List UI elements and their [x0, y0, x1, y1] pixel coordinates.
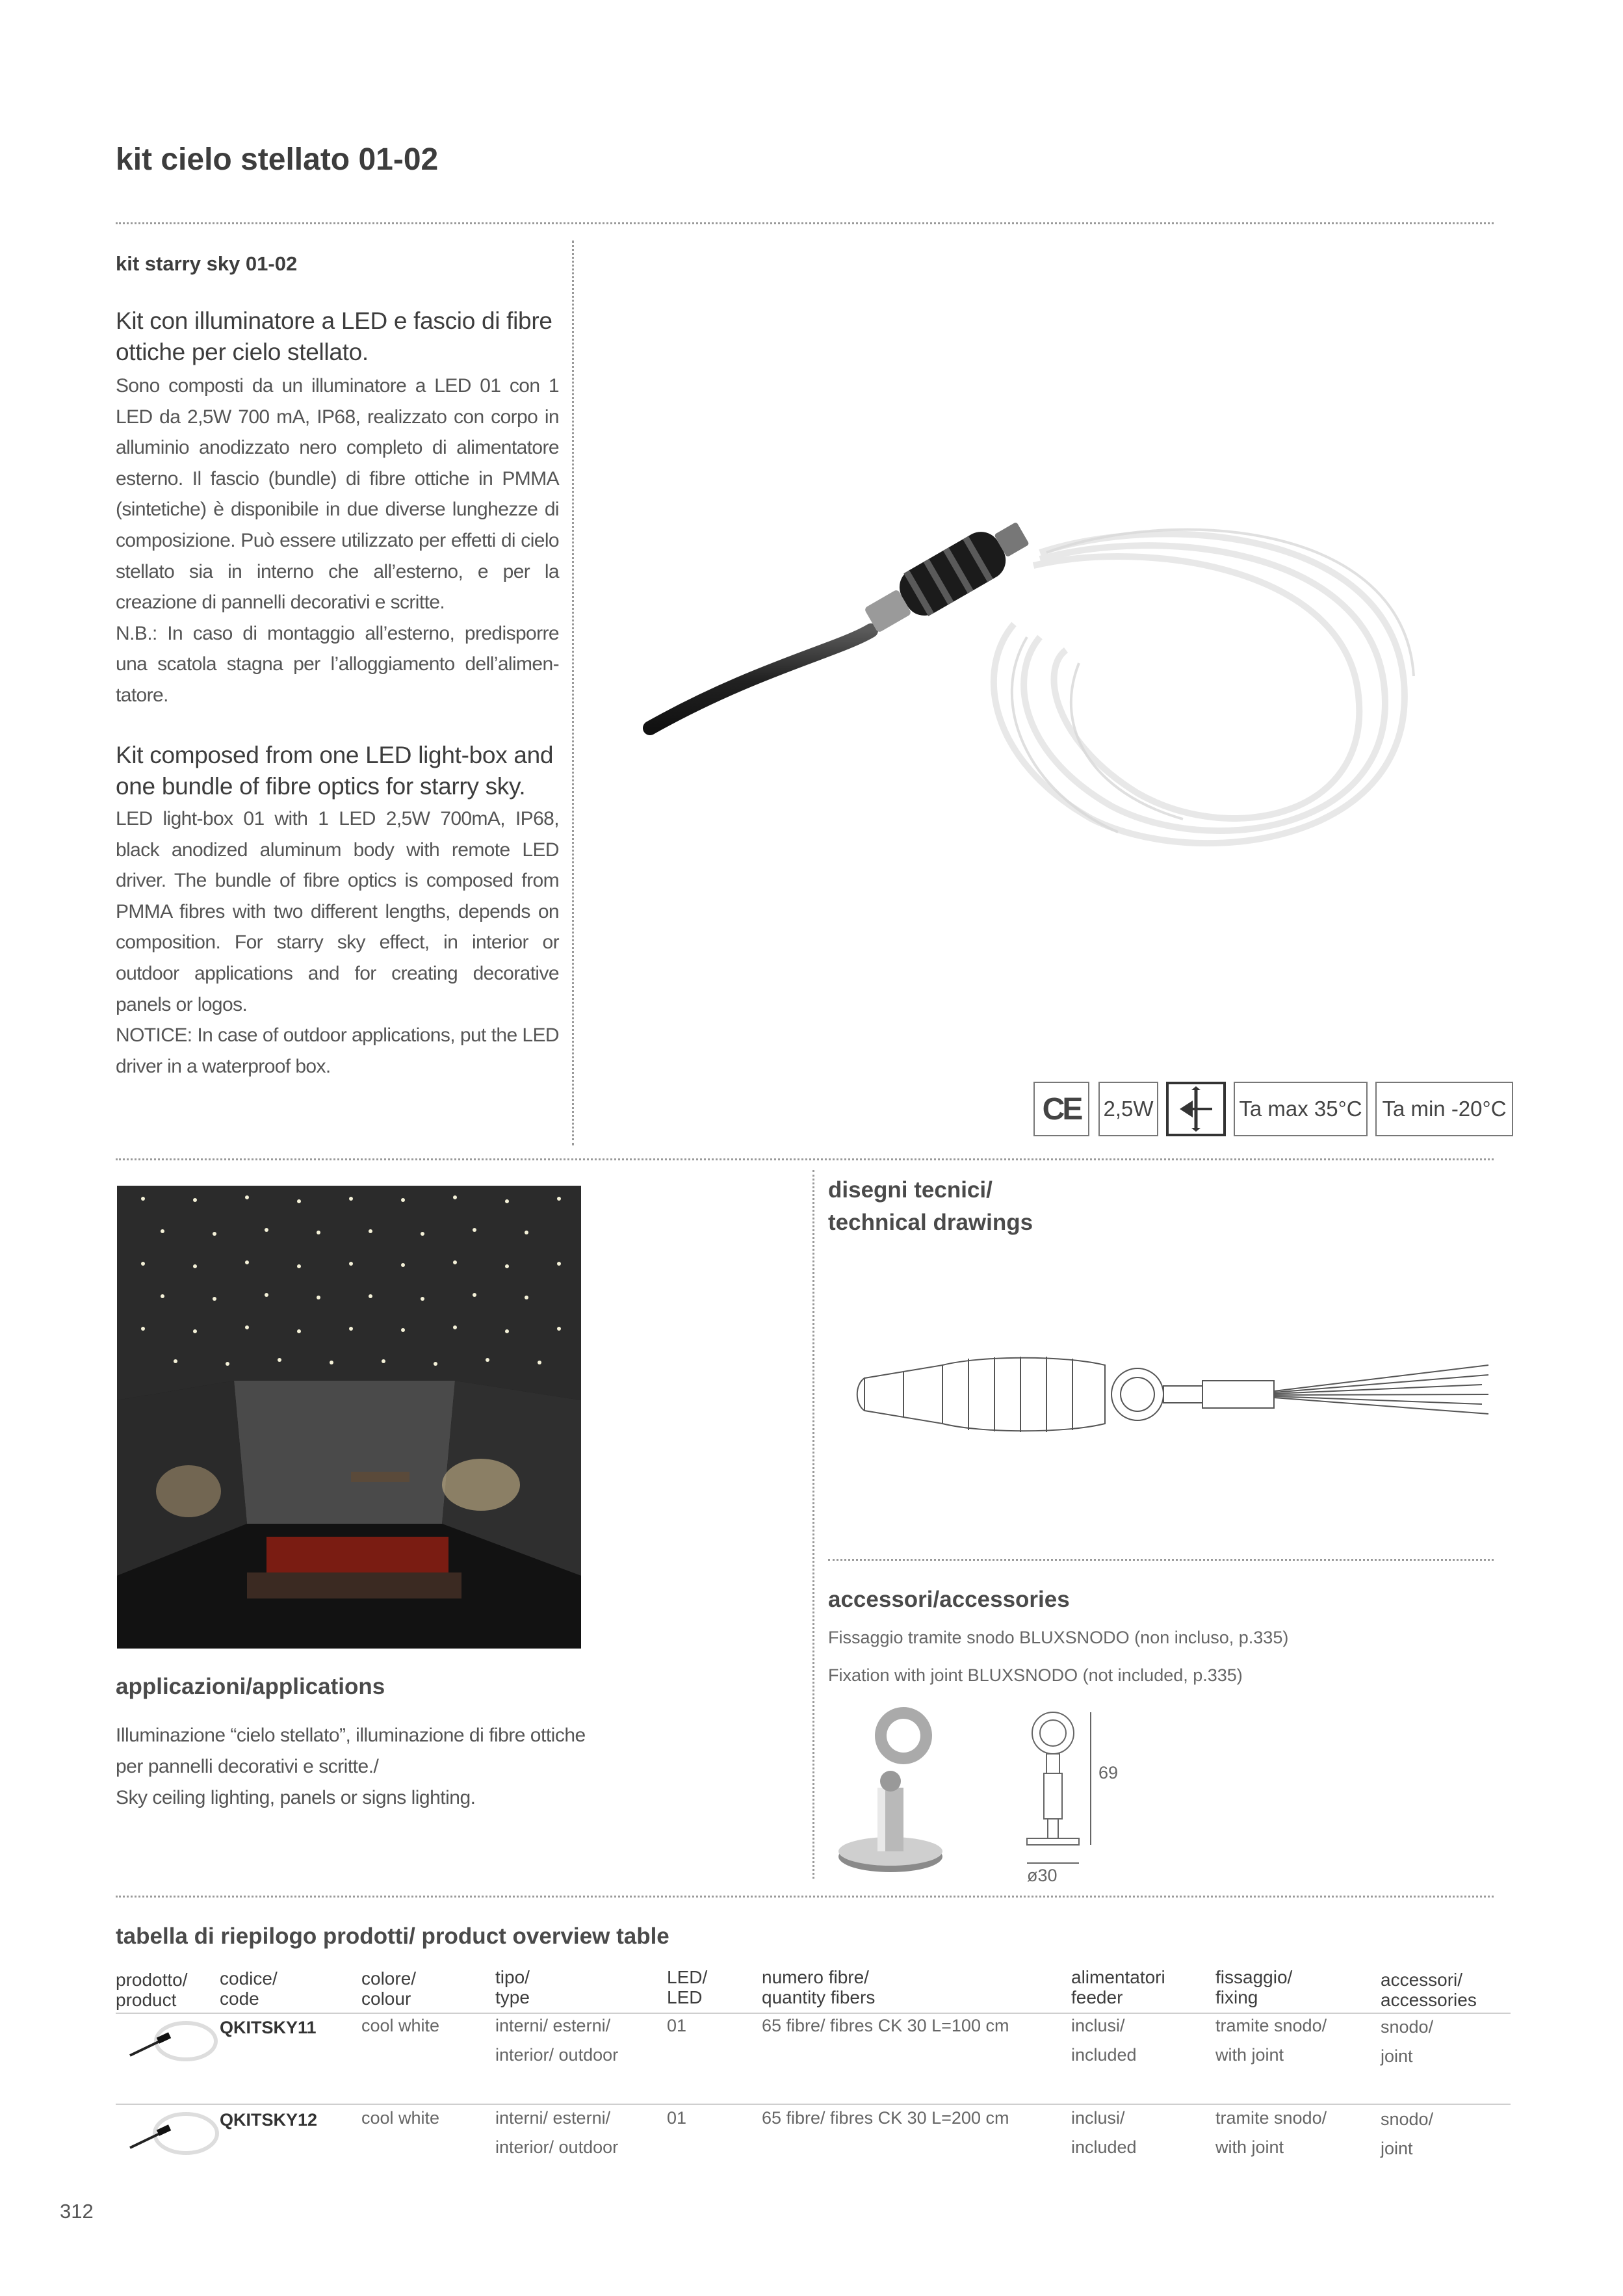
technical-drawing: [851, 1339, 1495, 1450]
divider: [116, 222, 1494, 224]
intro-it-heading: [116, 306, 564, 368]
power-value: 2,5W: [1103, 1097, 1154, 1121]
cable: [650, 631, 871, 728]
divider: [828, 1559, 1494, 1561]
page-number: 312: [60, 2200, 94, 2223]
row-led: 01: [667, 2016, 687, 2035]
intro-it-body: [116, 371, 559, 711]
applications-text: [116, 1720, 586, 1814]
divider: [116, 1896, 1494, 1898]
row-fixing: tramite snodo/ with joint: [1215, 2016, 1327, 2065]
col-header-accessories: accessori/ accessories: [1381, 1970, 1477, 2010]
technical-heading-line: technical drawings: [828, 1210, 1033, 1235]
row-type: interni/ esterni/ interior/ outdoor: [495, 2108, 619, 2157]
row-colour: cool white: [361, 2108, 440, 2128]
col-header-feeder: alimentatori feeder: [1071, 1967, 1165, 2007]
intro-en-note: NOTICE: In case of outdoor applications, put the LED driver in a waterproof box.: [116, 1024, 559, 1077]
column-divider: [812, 1170, 814, 1879]
row-colour: cool white: [361, 2016, 440, 2035]
ta-min-badge: [1375, 1082, 1513, 1136]
intro-en-body: [116, 803, 559, 1082]
led-lightbox: [859, 512, 1035, 642]
page-subtitle: kit starry sky 01-02: [116, 252, 298, 275]
row-accessories: snodo/ joint: [1381, 2017, 1434, 2066]
accessories-note-en: Fixation with joint BLUXSNODO (not included, p.335): [828, 1665, 1243, 1685]
ta-max-badge: [1234, 1082, 1368, 1136]
intro-en-heading-line: Kit composed from one LED light-box and: [116, 742, 554, 768]
col-header-fixing: fissaggio/ fixing: [1215, 1967, 1293, 2007]
dimension-height: 69: [1098, 1763, 1119, 1782]
column-divider: [572, 241, 574, 1145]
dimension-diameter: ø30: [1027, 1866, 1058, 1885]
page-title: kit cielo stellato 01-02: [116, 142, 439, 177]
col-header-type: tipo/ type: [495, 1967, 530, 2007]
remote-driver-icon-graphic: [1173, 1086, 1219, 1132]
applications-line: per pannelli decorativi e scritte./: [116, 1756, 379, 1777]
technical-heading: [828, 1174, 1033, 1239]
intro-en-heading-line: one bundle of fibre optics for starry sky.: [116, 773, 526, 800]
row-fibers: 65 fibre/ fibres CK 30 L=100 cm: [762, 2016, 1009, 2035]
col-header-colour: colore/ colour: [361, 1968, 417, 2009]
ce-badge: [1033, 1082, 1089, 1136]
row-code: QKITSKY11: [220, 2018, 317, 2037]
technical-heading-line: disegni tecnici/: [828, 1177, 993, 1203]
fibre-bundle: [994, 534, 1405, 843]
product-photo: [624, 455, 1469, 923]
row-feeder: inclusi/ included: [1071, 2016, 1137, 2065]
accessories-heading: accessori/accessories: [828, 1587, 1070, 1612]
intro-en-heading: [116, 740, 571, 802]
product-thumbnail: [123, 2109, 221, 2157]
table-title: tabella di riepilogo prodotti/ product overview table: [116, 1924, 669, 1949]
row-code: QKITSKY12: [220, 2110, 318, 2130]
applications-line: Sky ceiling lighting, panels or signs lighting.: [116, 1787, 476, 1808]
row-type: interni/ esterni/ interior/ outdoor: [495, 2016, 619, 2065]
col-header-code: codice/ code: [220, 1968, 278, 2009]
row-feeder: inclusi/ included: [1071, 2108, 1137, 2157]
intro-it-heading-line: Kit con illuminatore a LED e fascio di fibre: [116, 307, 552, 334]
joint-photo: [832, 1703, 949, 1879]
ce-mark: CE: [1042, 1091, 1081, 1127]
col-header-product: prodotto/ product: [116, 1970, 188, 2010]
ta-max-value: Ta max 35°C: [1239, 1097, 1362, 1121]
accessories-note-it: Fissaggio tramite snodo BLUXSNODO (non incluso, p.335): [828, 1628, 1289, 1647]
row-fibers: 65 fibre/ fibres CK 30 L=200 cm: [762, 2108, 1009, 2128]
applications-photo: [117, 1186, 581, 1649]
applications-heading: applicazioni/applications: [116, 1674, 385, 1699]
intro-it-heading-line: ottiche per cielo stellato.: [116, 339, 369, 365]
intro-it-note: N.B.: In caso di montaggio all’esterno, predisporre una scatola stagna per l’alloggiamento dell’alimen-tatore.: [116, 622, 559, 706]
col-header-led: LED/ LED: [667, 1967, 708, 2007]
ta-min-value: Ta min -20°C: [1382, 1097, 1507, 1121]
col-header-fibers: numero fibre/ quantity fibers: [762, 1967, 876, 2007]
remote-driver-icon: [1166, 1082, 1226, 1136]
applications-line: Illuminazione “cielo stellato”, illuminazione di fibre ottiche: [116, 1725, 586, 1746]
divider: [116, 1158, 1494, 1160]
power-badge: [1098, 1082, 1158, 1136]
intro-en-paragraph: LED light-box 01 with 1 LED 2,5W 700mA, IP68, black anodized aluminum body with remote LED driver. The bundle of fibre optics is composed from PMMA fibres with two different lengths, depends on composition. For starry sky effect, in interior or outdoor applications and for creating decorative panels or logos.: [116, 808, 559, 1015]
intro-it-paragraph: Sono composti da un illuminatore a LED 01 con 1 LED da 2,5W 700 mA, IP68, realizzato con corpo in alluminio anodizzato nero completo di alimentatore esterno. Il fascio (bundle) di fibre ottiche in PMMA (sintetiche) è disponibile in due diverse lunghezze di composizione. Può essere utilizzato per effetti di cielo stellato sia in interno che all’esterno, e per la creazione di pannelli decorativi e scritte.: [116, 375, 559, 614]
product-thumbnail: [123, 2018, 221, 2066]
row-fixing: tramite snodo/ with joint: [1215, 2108, 1327, 2157]
row-led: 01: [667, 2108, 687, 2128]
row-accessories: snodo/ joint: [1381, 2109, 1434, 2158]
